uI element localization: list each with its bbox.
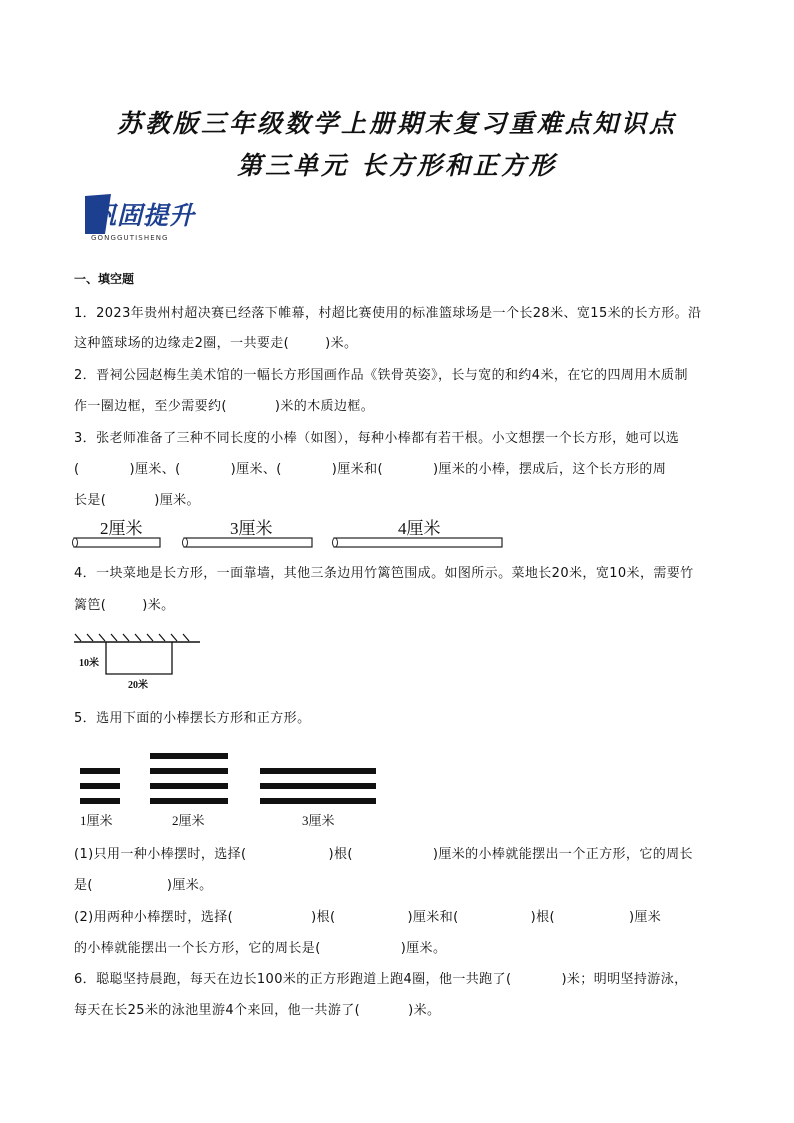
q5-sub2-line-1 (74, 906, 661, 925)
q4-text-a: 篱笆( (74, 598, 107, 613)
bar-label-3cm: 3厘米 (302, 813, 335, 828)
q1-line-1: 1．2023年贵州村超决赛已经落下帷幕，村超比赛使用的标准篮球场是一个长28米、宽15米的长方形。沿 (74, 306, 702, 321)
wall-hatch (75, 634, 189, 641)
stick-3cm (183, 538, 313, 547)
q5-s2-text-b: )根( (311, 910, 336, 925)
q5-s2-text-a: (2)用两种小棒摆时，选择( (74, 910, 234, 925)
stick-4cm (333, 538, 503, 547)
section-heading: 一、填空题 (74, 272, 135, 286)
q6-text-a: 6．聪聪坚持晨跑，每天在边长100米的正方形跑道上跑4圈，他一共跑了( (74, 972, 512, 987)
q1-text-b: )米。 (325, 336, 358, 351)
q2-text-b: )米的木质边框。 (274, 399, 375, 414)
logo (85, 194, 215, 250)
q5-s2-text-d: )根( (530, 910, 555, 925)
q5-s1-text-a: (1)只用一种小棒摆时，选择( (74, 847, 247, 862)
q5-s1-text-c: )厘米的小棒就能摆出一个正方形，它的周长 (432, 847, 693, 862)
q5-s2-text-g: )厘米。 (400, 941, 447, 956)
q5-s2-text-e: )厘米 (628, 910, 662, 925)
q6-line-2 (74, 999, 440, 1018)
q4-line-1: 4．一块菜地是长方形，一面靠墙，其他三条边用竹篱笆围成。如图所示。菜地长20米，宽10米，需要竹 (74, 566, 694, 581)
q5-sub1-line-2 (74, 874, 213, 893)
q2-line-1: 2．晋祠公园赵梅生美术馆的一幅长方形国画作品《铁骨英姿》，长与宽的和约4米，在它的四周用木质制 (74, 368, 688, 383)
q6-text-b: )米；明明坚持游泳， (561, 972, 688, 987)
logo-subtext: GONGGUTISHENG (91, 234, 169, 242)
stick-label-3cm: 3厘米 (230, 519, 273, 538)
fence-outline (106, 642, 172, 674)
q3-line-3 (74, 489, 200, 508)
q6-text-c: 每天在长25米的泳池里游4个来回，他一共游了( (74, 1003, 361, 1018)
q3-text-g: )厘米。 (154, 493, 200, 508)
q3-text-f: 长是( (74, 493, 107, 508)
q2-line-2 (74, 395, 374, 414)
q3-text-e: )厘米的小棒，摆成后，这个长方形的周 (432, 462, 667, 477)
q1-text-a: 这种篮球场的边缘走2圈，一共要走( (74, 336, 290, 351)
stick-2cm (73, 538, 161, 547)
q4-text-b: )米。 (142, 598, 175, 613)
q5-s2-text-f: 的小棒就能摆出一个长方形，它的周长是( (74, 941, 321, 956)
stick-label-2cm: 2厘米 (100, 519, 143, 538)
q4-width-label: 10米 (79, 658, 99, 669)
q5-s1-text-e: )厘米。 (166, 878, 213, 893)
q2-text-a: 作一圈边框，至少需要约( (74, 399, 227, 414)
q4-line-2 (74, 594, 175, 613)
q5-bars-figure (78, 750, 378, 810)
q6-line-1 (74, 968, 688, 987)
q3-line-2 (74, 458, 666, 477)
bar-label-1cm: 1厘米 (80, 813, 113, 828)
q3-text-c: )厘米、( (230, 462, 282, 477)
bars-1cm (80, 768, 120, 804)
q5-s1-text-d: 是( (74, 878, 93, 893)
page-title: 苏教版三年级数学上册期末复习重难点知识点 (116, 109, 677, 138)
q3-text-d: )厘米和( (331, 462, 383, 477)
q5-line-1: 5．选用下面的小棒摆长方形和正方形。 (74, 711, 311, 726)
q5-sub2-line-2 (74, 937, 446, 956)
q3-text-a: ( (74, 462, 80, 477)
q5-sub1-line-1 (74, 843, 693, 862)
bar-label-2cm: 2厘米 (172, 813, 205, 828)
q5-s2-text-c: )厘米和( (407, 910, 459, 925)
stick-label-4cm: 4厘米 (398, 519, 441, 538)
q3-line-1: 3．张老师准备了三种不同长度的小棒（如图），每种小棒都有若干根。小文想摆一个长方形，她可以选 (74, 431, 680, 446)
q6-text-d: )米。 (408, 1003, 441, 1018)
q5-s1-text-b: )根( (328, 847, 353, 862)
q1-line-2 (74, 332, 357, 351)
q3-text-b: )厘米、( (129, 462, 181, 477)
q4-length-label: 20米 (128, 680, 148, 691)
logo-text: 巩固提升 (91, 201, 196, 230)
bars-3cm (260, 768, 376, 804)
page-subtitle: 第三单元 长方形和正方形 (237, 151, 557, 180)
bars-2cm (150, 753, 228, 804)
